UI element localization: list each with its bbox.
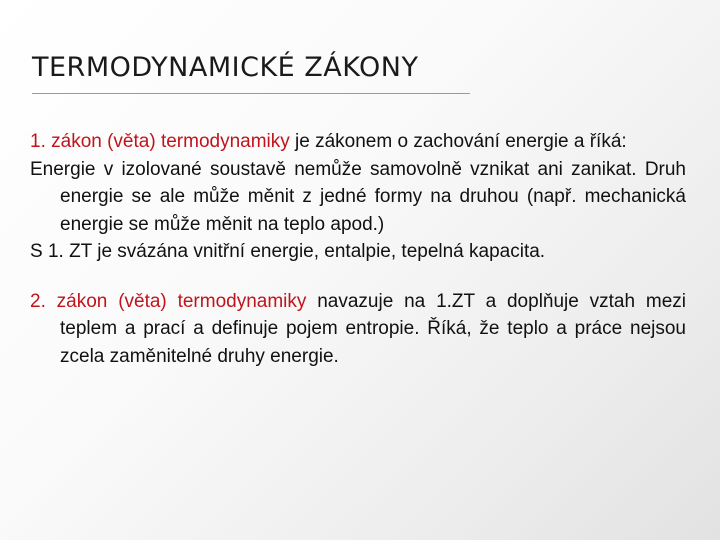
law2-label: 2. zákon (věta) termodynamiky xyxy=(30,290,307,312)
related-quantities-paragraph: S 1. ZT je svázána vnitřní energie, entalpie, tepelná kapacita. xyxy=(30,241,546,262)
paragraph-gap xyxy=(30,266,686,288)
law1-text: je zákonem o zachování energie a říká: xyxy=(289,131,627,152)
title-underline xyxy=(32,93,470,94)
law2-text: navazuje na 1.ZT a doplňuje vztah mezi teplem a prací a definuje pojem entropie. Říká, že teplo a práce nejsou zcela zaměnitelné druhy energie. xyxy=(60,290,687,367)
law2-paragraph xyxy=(30,288,686,371)
law1-label: 1. zákon (věta) termodynamiky xyxy=(30,131,290,152)
law1-paragraph xyxy=(30,128,686,156)
energy-paragraph: Energie v izolované soustavě nemůže samovolně vznikat ani zanikat. Druh energie se ale může měnit z jedné formy na druhou (např. mechanická energie se může měnit na teplo apod.) xyxy=(30,158,686,235)
slide-content xyxy=(30,128,686,370)
slide-title: TERMODYNAMICKÉ ZÁKONY xyxy=(32,52,419,83)
